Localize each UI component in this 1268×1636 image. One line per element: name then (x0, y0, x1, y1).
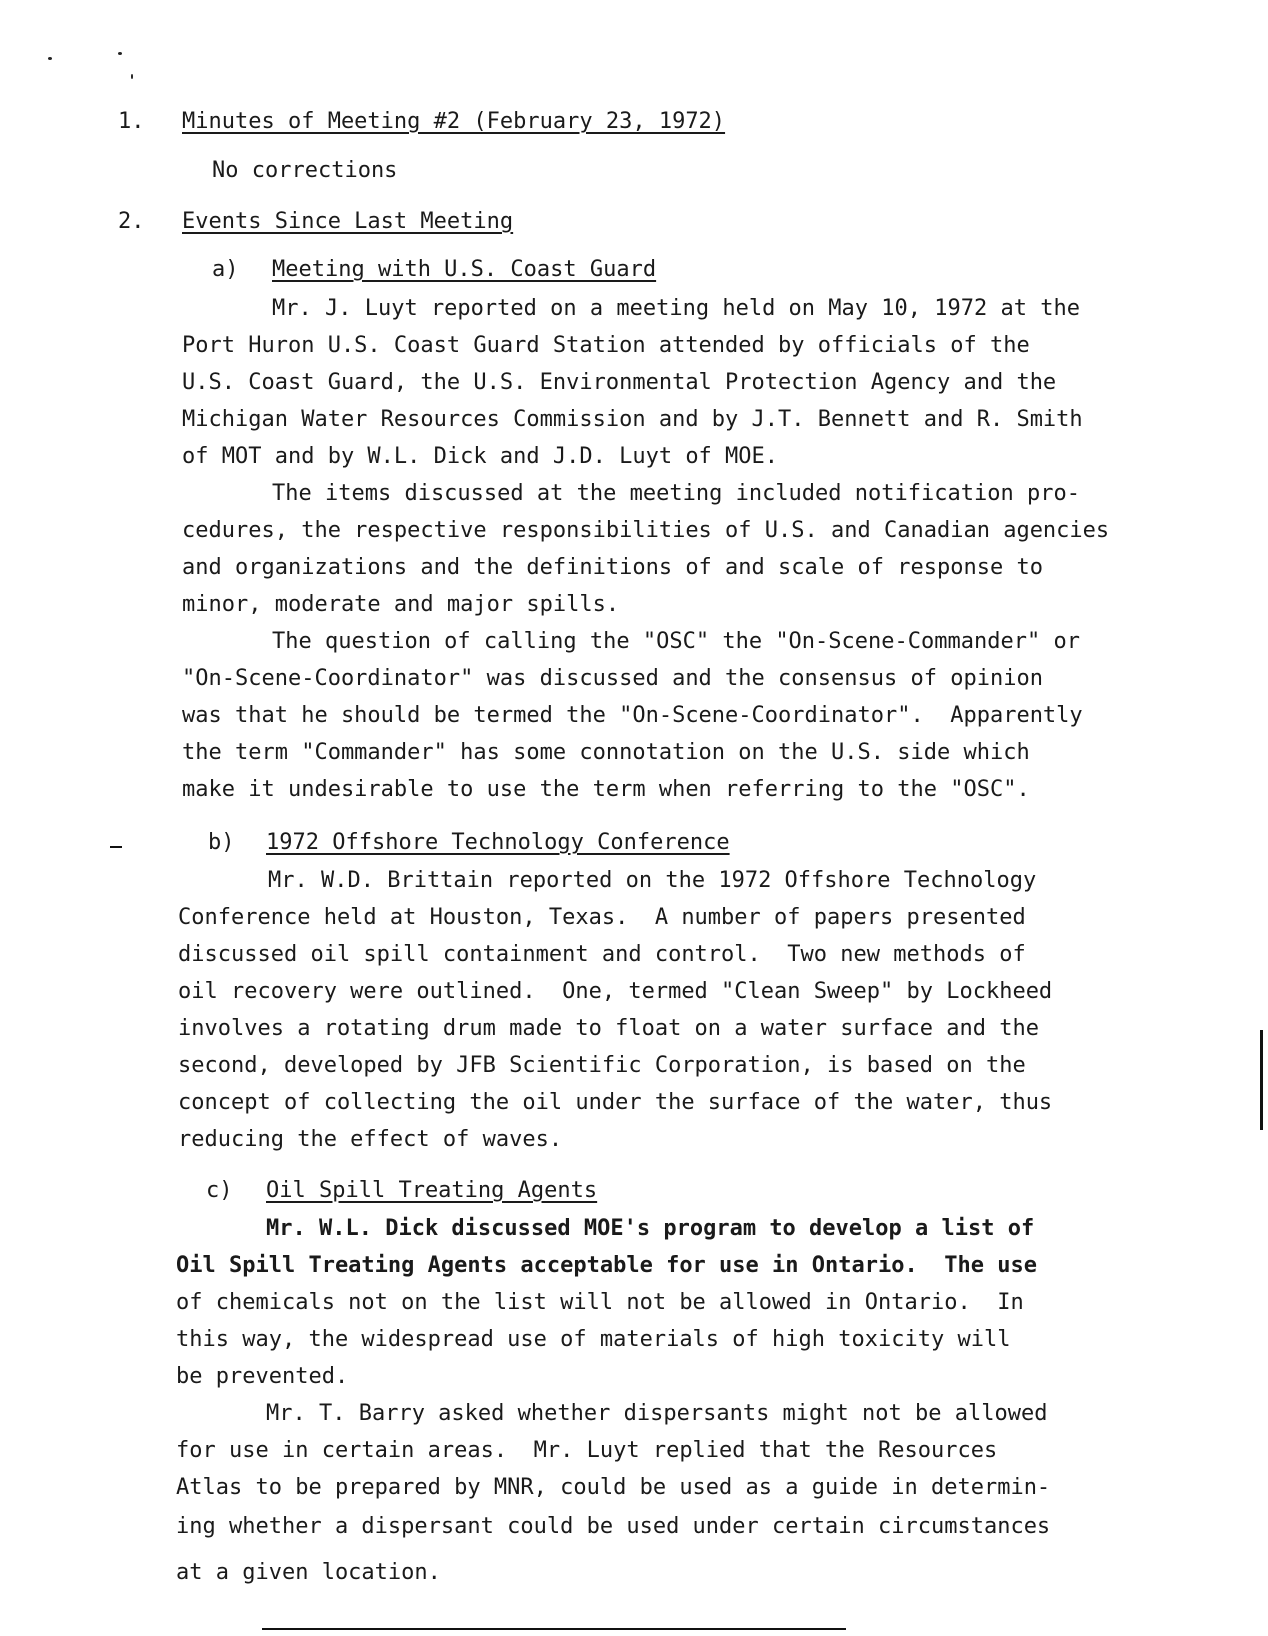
text-line: was that he should be termed the "On-Scene-Coordinator". Apparently (182, 703, 1083, 728)
text-line: cedures, the respective responsibilities of U.S. and Canadian agencies (182, 518, 1110, 543)
margin-dash (110, 846, 122, 848)
text-line: involves a rotating drum made to float on a water surface and the (178, 1016, 1039, 1041)
text-line: Port Huron U.S. Coast Guard Station attended by officials of the (182, 333, 1030, 358)
text-line: minor, moderate and major spills. (182, 592, 620, 617)
text-line: Mr. W.L. Dick discussed MOE's program to develop a list of (266, 1216, 1035, 1241)
text-line: be prevented. (176, 1364, 349, 1389)
text-line: The question of calling the "OSC" the "On-Scene-Commander" or (272, 629, 1080, 654)
text-line: Michigan Water Resources Commission and by J.T. Bennett and R. Smith (182, 407, 1083, 432)
section-b-heading: 1972 Offshore Technology Conference (266, 830, 730, 855)
text-line: Mr. J. Luyt reported on a meeting held on May 10, 1972 at the (272, 296, 1080, 321)
scan-speck (131, 74, 133, 79)
item-1-note: No corrections (212, 158, 398, 183)
text-line: Mr. T. Barry asked whether dispersants might not be allowed (266, 1401, 1048, 1426)
section-a-heading: Meeting with U.S. Coast Guard (272, 257, 657, 282)
item-2-heading: Events Since Last Meeting (182, 209, 514, 234)
text-line: Mr. W.D. Brittain reported on the 1972 Offshore Technology (268, 868, 1037, 893)
item-1-heading: Minutes of Meeting #2 (February 23, 1972) (182, 109, 726, 134)
text-line: make it undesirable to use the term when referring to the "OSC". (182, 777, 1030, 802)
item-2-number: 2. (118, 209, 145, 234)
text-line: oil recovery were outlined. One, termed "Clean Sweep" by Lockheed (178, 979, 1053, 1004)
scan-edge-mark (1260, 1030, 1263, 1130)
text-line: for use in certain areas. Mr. Luyt replied that the Resources (176, 1438, 998, 1463)
bottom-rule (262, 1628, 846, 1630)
text-line: "On-Scene-Coordinator" was discussed and the consensus of opinion (182, 666, 1043, 691)
text-line: the term "Commander" has some connotation on the U.S. side which (182, 740, 1030, 765)
text-line: of MOT and by W.L. Dick and J.D. Luyt of MOE. (182, 444, 779, 469)
text-line: this way, the widespread use of materials of high toxicity will (176, 1327, 1011, 1352)
text-line: of chemicals not on the list will not be allowed in Ontario. In (176, 1290, 1024, 1315)
section-a-letter: a) (212, 257, 239, 282)
text-line: Conference held at Houston, Texas. A number of papers presented (178, 905, 1026, 930)
section-c-letter: c) (206, 1178, 233, 1203)
text-line: and organizations and the definitions of and scale of response to (182, 555, 1043, 580)
text-line: The items discussed at the meeting included notification pro- (272, 481, 1080, 506)
section-b-letter: b) (208, 830, 235, 855)
text-line: second, developed by JFB Scientific Corporation, is based on the (178, 1053, 1026, 1078)
section-c-heading: Oil Spill Treating Agents (266, 1178, 598, 1203)
text-line: ing whether a dispersant could be used under certain circumstances (176, 1514, 1051, 1539)
text-line: reducing the effect of waves. (178, 1127, 563, 1152)
text-line: U.S. Coast Guard, the U.S. Environmental Protection Agency and the (182, 370, 1057, 395)
text-line: at a given location. (176, 1560, 441, 1585)
text-line: Atlas to be prepared by MNR, could be used as a guide in determin- (176, 1475, 1051, 1500)
scan-speck (118, 52, 122, 55)
text-line: Oil Spill Treating Agents acceptable for use in Ontario. The use (176, 1253, 1037, 1278)
text-line: concept of collecting the oil under the surface of the water, thus (178, 1090, 1053, 1115)
text-line: discussed oil spill containment and control. Two new methods of (178, 942, 1026, 967)
item-1-number: 1. (118, 109, 145, 134)
scan-speck (48, 57, 52, 60)
